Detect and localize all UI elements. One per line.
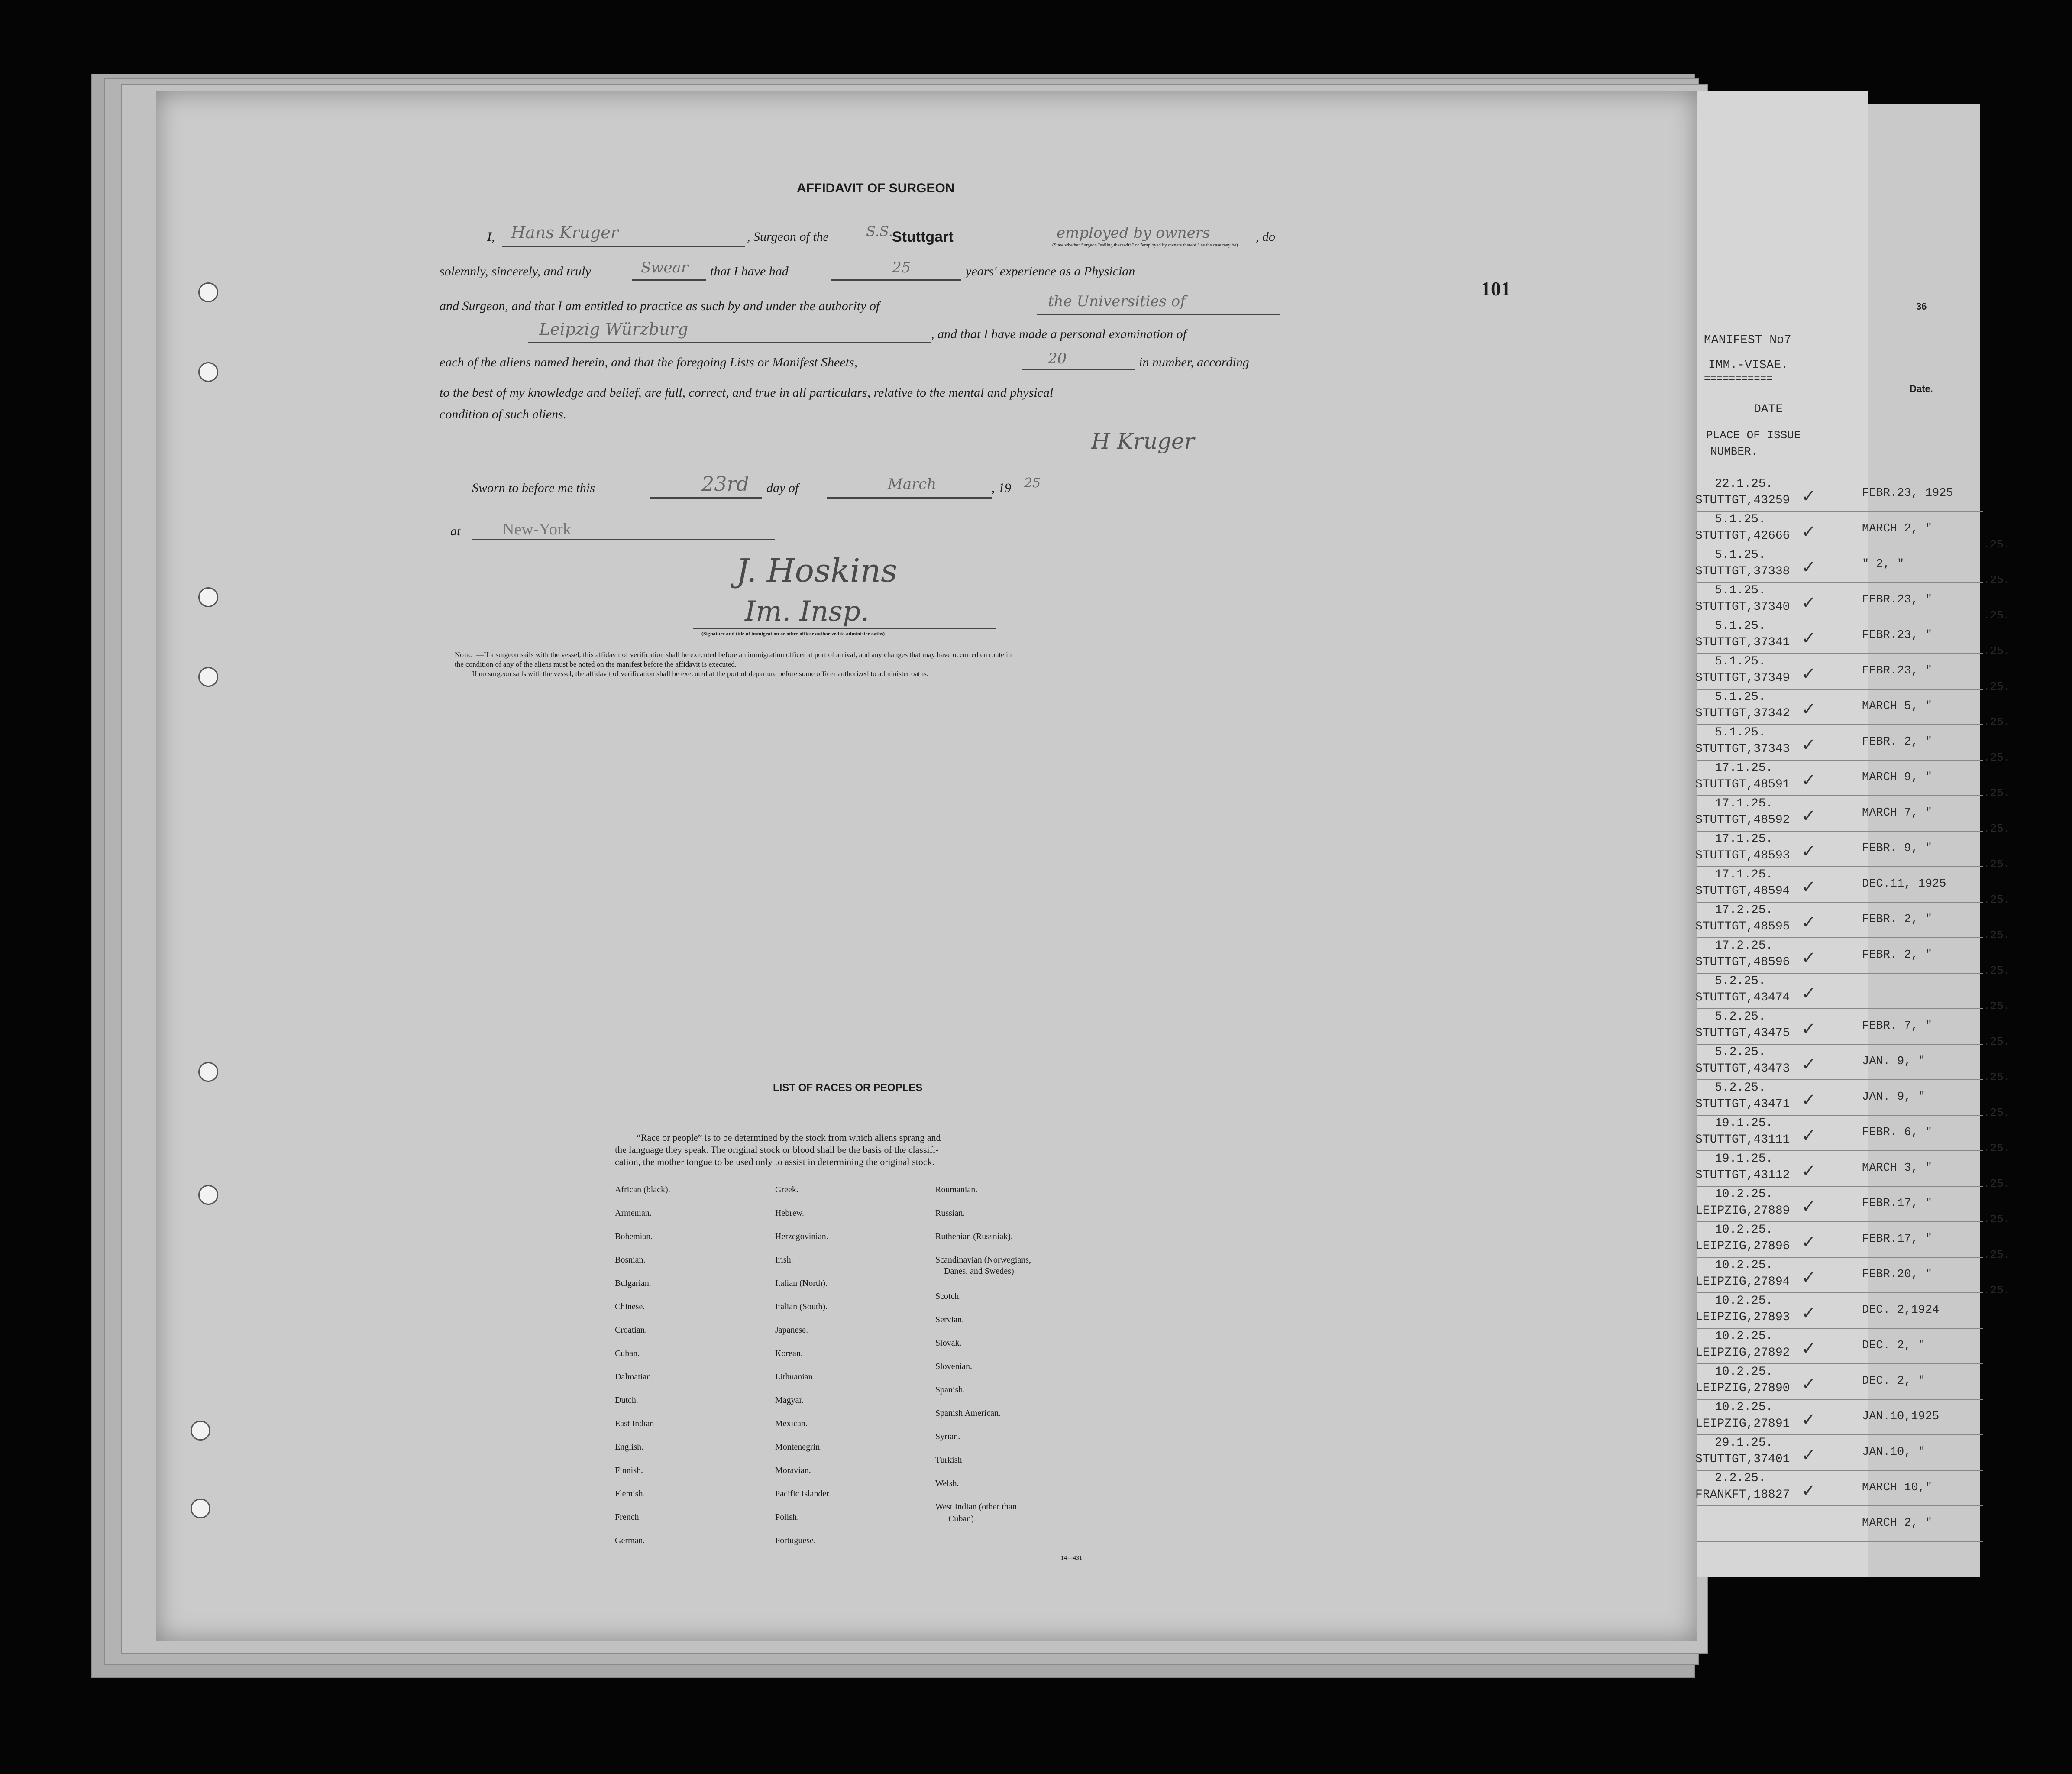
- issue-date: JAN. 9, ": [1862, 1091, 1925, 1104]
- check-mark-icon: ✓: [1801, 1481, 1816, 1500]
- visa-date: 5.1.25.: [1715, 548, 1766, 562]
- row-divider: [1697, 1292, 1983, 1293]
- race-item: Slovak.: [935, 1338, 962, 1348]
- race-item: Cuban).: [948, 1514, 976, 1524]
- affidavit-line5b: in number, according: [1139, 355, 1249, 369]
- punch-hole: [198, 587, 218, 607]
- visa-place-number: LEIPZIG,27892: [1695, 1346, 1790, 1360]
- issue-date: MARCH 2, ": [1862, 522, 1933, 535]
- race-item: Greek.: [775, 1185, 798, 1195]
- race-item: Spanish.: [935, 1385, 965, 1395]
- visa-place-number: STUTTGT,43471: [1695, 1097, 1790, 1111]
- manifest-date-label: DATE: [1754, 403, 1783, 416]
- check-mark-icon: ✓: [1801, 1161, 1816, 1181]
- visa-date: 5.1.25.: [1715, 513, 1766, 526]
- visa-place-number: STUTTGT,37341: [1695, 636, 1790, 649]
- visa-place-number: STUTTGT,43112: [1695, 1169, 1790, 1182]
- swear-line: [632, 279, 706, 281]
- row-divider: [1697, 1470, 1983, 1471]
- race-item: Danes, and Swedes).: [944, 1266, 1016, 1276]
- year-mark: .25.: [1983, 1177, 2011, 1190]
- years-line: [831, 279, 961, 281]
- visa-date: 5.1.25.: [1715, 655, 1766, 668]
- note-label: Note.: [455, 651, 472, 659]
- visa-place-number: LEIPZIG,27894: [1695, 1275, 1790, 1288]
- check-mark-icon: ✓: [1801, 628, 1816, 648]
- manifest-number-label: NUMBER.: [1710, 445, 1758, 458]
- row-divider: [1697, 866, 1983, 867]
- authority-line: [1037, 314, 1280, 315]
- issue-date: FEBR. 2, ": [1862, 735, 1933, 748]
- visa-place-number: STUTTGT,43475: [1695, 1026, 1790, 1040]
- punch-hole: [198, 362, 218, 382]
- row-divider: [1697, 795, 1983, 796]
- check-mark-icon: ✓: [1801, 948, 1816, 968]
- visa-place-number: FRANKFT,18827: [1695, 1488, 1790, 1502]
- row-divider: [1697, 1044, 1983, 1045]
- race-item: German.: [615, 1536, 645, 1545]
- row-divider: [1697, 511, 1983, 512]
- punch-hole: [198, 1185, 218, 1205]
- sheet-count-line: [1022, 369, 1135, 370]
- issue-date: FEBR. 6, ": [1862, 1126, 1933, 1139]
- year-mark: .25.: [1983, 1213, 2011, 1226]
- sheet-count: 20: [1048, 350, 1067, 367]
- issue-date: " 2, ": [1862, 558, 1904, 571]
- do-label: , do: [1256, 230, 1275, 244]
- visa-date: 22.1.25.: [1715, 477, 1773, 491]
- check-mark-icon: ✓: [1801, 984, 1816, 1003]
- manifest-subheader: IMM.-VISAE.: [1708, 359, 1788, 372]
- check-mark-icon: ✓: [1801, 770, 1816, 790]
- affidavit-line2: solemnly, sincerely, and truly: [440, 264, 591, 278]
- visa-place-number: STUTTGT,48591: [1695, 778, 1790, 791]
- surgeon-name-line: [502, 246, 745, 247]
- row-divider: [1697, 689, 1983, 690]
- issue-date: DEC.11, 1925: [1862, 877, 1946, 890]
- visa-place-number: STUTTGT,42666: [1695, 529, 1790, 543]
- row-divider: [1697, 937, 1983, 938]
- manifest-page-col: 36: [1916, 301, 1927, 312]
- check-mark-icon: ✓: [1801, 735, 1816, 754]
- check-mark-icon: ✓: [1801, 664, 1816, 683]
- page-number: 101: [1481, 278, 1511, 300]
- race-item: Montenegrin.: [775, 1442, 822, 1452]
- visa-place-number: STUTTGT,48594: [1695, 884, 1790, 898]
- visa-place-number: STUTTGT,43473: [1695, 1062, 1790, 1075]
- issue-date: FEBR.17, ": [1862, 1197, 1933, 1210]
- issue-date: FEBR. 2, ": [1862, 913, 1933, 926]
- check-mark-icon: ✓: [1801, 1303, 1816, 1323]
- issue-date: JAN. 9, ": [1862, 1055, 1925, 1068]
- affidavit-line2c: years' experience as a Physician: [966, 264, 1135, 278]
- check-mark-icon: ✓: [1801, 1410, 1816, 1429]
- manifest-page-edge: [1858, 104, 1980, 1577]
- visa-date: 10.2.25.: [1715, 1259, 1773, 1272]
- sworn-month: March: [888, 476, 937, 493]
- race-item: Dalmatian.: [615, 1372, 653, 1382]
- issue-date: JAN.10,1925: [1862, 1410, 1939, 1423]
- race-item: Scandinavian (Norwegians,: [935, 1255, 1031, 1265]
- note-line2: the condition of any of the aliens must be noted on the manifest before the affidavit is executed.: [455, 660, 737, 668]
- race-item: Mexican.: [775, 1419, 808, 1428]
- visa-date: 10.2.25.: [1715, 1223, 1773, 1237]
- race-item: Croatian.: [615, 1325, 647, 1335]
- visa-place-number: LEIPZIG,27889: [1695, 1204, 1790, 1217]
- sworn-day-line: [650, 497, 762, 499]
- row-divider: [1697, 760, 1983, 761]
- year-mark: .25.: [1983, 1000, 2011, 1013]
- check-mark-icon: ✓: [1801, 1126, 1816, 1145]
- race-item: Lithuanian.: [775, 1372, 815, 1382]
- surgeon-signature: H Kruger: [1091, 429, 1195, 454]
- at-label: at: [450, 524, 461, 538]
- year-mark: .25.: [1983, 609, 2011, 622]
- races-title: LIST OF RACES OR PEOPLES: [773, 1082, 923, 1094]
- issue-date: MARCH 10,": [1862, 1481, 1933, 1494]
- issue-date: JAN.10, ": [1862, 1446, 1925, 1459]
- race-item: West Indian (other than: [935, 1502, 1017, 1512]
- row-divider: [1697, 724, 1983, 725]
- day-of-label: day of: [766, 481, 799, 495]
- row-divider: [1697, 1328, 1983, 1329]
- check-mark-icon: ✓: [1801, 1268, 1816, 1287]
- issue-date: FEBR. 7, ": [1862, 1020, 1933, 1033]
- issue-date: DEC. 2,1924: [1862, 1304, 1939, 1317]
- race-item: English.: [615, 1442, 644, 1452]
- year-mark: .25.: [1983, 1142, 2011, 1155]
- year-mark: .25.: [1983, 893, 2011, 906]
- employed-by: employed by owners: [1057, 224, 1210, 242]
- issue-date: FEBR.23, ": [1862, 629, 1933, 642]
- visa-date: 5.2.25.: [1715, 1046, 1766, 1059]
- visa-date: 10.2.25.: [1715, 1294, 1773, 1308]
- row-divider: [1697, 1505, 1983, 1506]
- check-mark-icon: ✓: [1801, 1339, 1816, 1358]
- sworn-month-line: [827, 497, 992, 499]
- year-mark: .25.: [1983, 787, 2011, 800]
- race-item: Magyar.: [775, 1395, 804, 1405]
- visa-place-number: STUTTGT,37342: [1695, 707, 1790, 720]
- year-mark: .25.: [1983, 715, 2011, 728]
- visa-date: 19.1.25.: [1715, 1117, 1773, 1130]
- issue-date: DEC. 2, ": [1862, 1339, 1925, 1352]
- visa-place-number: STUTTGT,48595: [1695, 920, 1790, 933]
- years-experience: 25: [892, 259, 911, 276]
- punch-hole: [191, 1499, 210, 1518]
- punch-hole: [198, 667, 218, 687]
- issue-date: FEBR. 2, ": [1862, 949, 1933, 961]
- visa-date: 5.2.25.: [1715, 1010, 1766, 1023]
- race-item: African (black).: [615, 1185, 670, 1195]
- year-mark: .25.: [1983, 1248, 2011, 1261]
- races-intro-2: the language they speak. The original stock or blood shall be the basis of the classifi-: [615, 1144, 939, 1155]
- visa-place-number: STUTTGT,43259: [1695, 494, 1790, 507]
- visa-date: 10.2.25.: [1715, 1188, 1773, 1201]
- issue-date: MARCH 2, ": [1862, 1517, 1933, 1530]
- races-intro-3: cation, the mother tongue to be used only to assist in determining the original stock.: [615, 1156, 935, 1167]
- row-divider: [1697, 1221, 1983, 1222]
- visa-place-number: STUTTGT,37349: [1695, 671, 1790, 685]
- punch-hole: [198, 282, 218, 302]
- race-item: East Indian: [615, 1419, 654, 1428]
- race-item: Korean.: [775, 1349, 803, 1358]
- check-mark-icon: ✓: [1801, 557, 1816, 577]
- authority2-line: [528, 342, 931, 343]
- swear-word: Swear: [641, 259, 689, 276]
- race-item: Dutch.: [615, 1395, 638, 1405]
- year-mark: .25.: [1983, 680, 2011, 693]
- year-mark: .25.: [1983, 1071, 2011, 1084]
- check-mark-icon: ✓: [1801, 842, 1816, 861]
- race-item: Chinese.: [615, 1302, 645, 1311]
- visa-date: 17.1.25.: [1715, 832, 1773, 846]
- row-divider: [1697, 902, 1983, 903]
- visa-date: 10.2.25.: [1715, 1401, 1773, 1414]
- manifest-header: MANIFEST No7: [1704, 333, 1791, 347]
- race-item: Italian (South).: [775, 1302, 828, 1311]
- visa-place-number: STUTTGT,48592: [1695, 813, 1790, 827]
- row-divider: [1697, 1008, 1983, 1009]
- race-item: Russian.: [935, 1208, 965, 1218]
- check-mark-icon: ✓: [1801, 593, 1816, 612]
- visa-place-number: LEIPZIG,27893: [1695, 1311, 1790, 1324]
- year-mark: .25.: [1983, 1106, 2011, 1119]
- affidavit-page: [156, 91, 1697, 1641]
- race-item: Moravian.: [775, 1466, 811, 1475]
- affidavit-line2b: that I have had: [710, 264, 789, 278]
- issue-date: MARCH 9, ": [1862, 771, 1933, 784]
- year-mark: .25.: [1983, 644, 2011, 657]
- visa-place-number: STUTTGT,43111: [1695, 1133, 1790, 1146]
- year-mark: .25.: [1983, 1284, 2011, 1297]
- affidavit-line3: and Surgeon, and that I am entitled to practice as such by and under the authority of: [440, 299, 880, 313]
- race-item: Bulgarian.: [615, 1279, 651, 1288]
- visa-date: 10.2.25.: [1715, 1330, 1773, 1343]
- visa-date: 17.2.25.: [1715, 903, 1773, 917]
- visa-place-number: STUTTGT,37340: [1695, 600, 1790, 614]
- year-mark: .25.: [1983, 573, 2011, 586]
- issue-date: FEBR.20, ": [1862, 1268, 1933, 1281]
- race-item: Syrian.: [935, 1432, 960, 1441]
- year-prefix: , 19: [992, 481, 1011, 495]
- visa-place-number: STUTTGT,37338: [1695, 565, 1790, 578]
- visa-date: 17.1.25.: [1715, 761, 1773, 775]
- manifest-place-label: PLACE OF ISSUE: [1706, 429, 1801, 442]
- year-mark: .25.: [1983, 822, 2011, 835]
- officer-note: (Signature and title of immigration or other officer authorized to administer oaths): [701, 631, 885, 637]
- affidavit-i: I,: [487, 230, 495, 244]
- race-item: Cuban.: [615, 1349, 640, 1358]
- ship-prefix: S.S.: [866, 223, 893, 240]
- race-item: Ruthenian (Russniak).: [935, 1232, 1013, 1241]
- row-divider: [1697, 1363, 1983, 1364]
- issue-date: FEBR.23, 1925: [1862, 487, 1953, 500]
- check-mark-icon: ✓: [1801, 1374, 1816, 1394]
- races-intro-1: “Race or people” is to be determined by the stock from which aliens sprang and: [637, 1132, 941, 1143]
- race-item: Turkish.: [935, 1455, 964, 1465]
- year-suffix: 25: [1024, 476, 1041, 491]
- affidavit-line7: condition of such aliens.: [440, 407, 567, 421]
- race-item: Flemish.: [615, 1489, 645, 1499]
- check-mark-icon: ✓: [1801, 1055, 1816, 1074]
- check-mark-icon: ✓: [1801, 913, 1816, 932]
- race-item: Spanish American.: [935, 1408, 1001, 1418]
- row-divider: [1697, 973, 1983, 974]
- race-item: Herzegovinian.: [775, 1232, 828, 1241]
- visa-date: 5.1.25.: [1715, 619, 1766, 633]
- place-line: [472, 539, 775, 540]
- punch-hole: [191, 1421, 210, 1441]
- visa-date: 5.2.25.: [1715, 1081, 1766, 1094]
- surgeon-name: Hans Kruger: [511, 223, 618, 242]
- row-divider: [1697, 1434, 1983, 1435]
- race-item: Hebrew.: [775, 1208, 805, 1218]
- authority: the Universities of: [1048, 293, 1186, 310]
- row-divider: [1697, 653, 1983, 654]
- visa-date: 17.1.25.: [1715, 868, 1773, 881]
- note-line3: If no surgeon sails with the vessel, the affidavit of verification shall be executed at the port of departure before some officer authorized to administer oaths.: [472, 670, 929, 678]
- race-item: Italian (North).: [775, 1279, 828, 1288]
- row-divider: [1697, 1541, 1983, 1542]
- row-divider: [1697, 1257, 1983, 1258]
- employed-note: (State whether Surgeon "sailing therewith" or "employed by owners thereof," as the case may be): [1052, 243, 1238, 248]
- form-number: 14—431: [1061, 1555, 1082, 1561]
- visa-date: 17.2.25.: [1715, 939, 1773, 952]
- visa-date: 5.1.25.: [1715, 690, 1766, 704]
- authority-continued: Leipzig Würzburg: [539, 320, 689, 339]
- issue-date: FEBR.23, ": [1862, 593, 1933, 606]
- visa-date: 5.1.25.: [1715, 726, 1766, 739]
- affidavit-title: AFFIDAVIT OF SURGEON: [797, 181, 955, 195]
- issue-date: FEBR.23, ": [1862, 664, 1933, 677]
- officer-title: Im. Insp.: [745, 596, 870, 628]
- year-mark: .25.: [1983, 538, 2011, 551]
- check-mark-icon: ✓: [1801, 1445, 1816, 1465]
- race-item: Portuguese.: [775, 1536, 816, 1545]
- check-mark-icon: ✓: [1801, 806, 1816, 825]
- race-item: Bosnian.: [615, 1255, 646, 1265]
- issue-date: DEC. 2, ": [1862, 1375, 1925, 1388]
- note-line1: —If a surgeon sails with the vessel, this affidavit of verification shall be executed before an immigration officer at port of arrival, and any changes that may have occurred en route in: [476, 651, 1012, 659]
- year-mark: .25.: [1983, 964, 2011, 977]
- check-mark-icon: ✓: [1801, 1090, 1816, 1110]
- race-item: Japanese.: [775, 1325, 808, 1335]
- punch-hole: [198, 1062, 218, 1082]
- visa-place-number: STUTTGT,43474: [1695, 991, 1790, 1004]
- check-mark-icon: ✓: [1801, 699, 1816, 719]
- check-mark-icon: ✓: [1801, 1197, 1816, 1216]
- race-item: Polish.: [775, 1512, 799, 1522]
- visa-date: 5.1.25.: [1715, 584, 1766, 597]
- visa-date: 2.2.25.: [1715, 1472, 1766, 1485]
- row-divider: [1697, 1399, 1983, 1400]
- race-item: Finnish.: [615, 1466, 643, 1475]
- check-mark-icon: ✓: [1801, 1232, 1816, 1252]
- visa-date: 17.1.25.: [1715, 797, 1773, 810]
- row-divider: [1697, 582, 1983, 583]
- issue-date: FEBR.17, ": [1862, 1233, 1933, 1246]
- visa-place-number: LEIPZIG,27891: [1695, 1417, 1790, 1431]
- year-mark: .25.: [1983, 751, 2011, 764]
- check-mark-icon: ✓: [1801, 877, 1816, 897]
- visa-date: 5.2.25.: [1715, 974, 1766, 988]
- race-item: Bohemian.: [615, 1232, 653, 1241]
- visa-place-number: STUTTGT,37401: [1695, 1453, 1790, 1466]
- row-divider: [1697, 1150, 1983, 1151]
- visa-date: 10.2.25.: [1715, 1365, 1773, 1379]
- officer-line: [693, 628, 996, 629]
- race-item: Welsh.: [935, 1479, 959, 1488]
- year-mark: .25.: [1983, 929, 2011, 942]
- year-mark: .25.: [1983, 858, 2011, 871]
- affidavit-line6: to the best of my knowledge and belief, are full, correct, and true in all particulars, relative to the mental and physical: [440, 385, 1054, 400]
- manifest-date-col: Date.: [1910, 383, 1933, 394]
- visa-place-number: STUTTGT,48596: [1695, 955, 1790, 969]
- year-mark: .25.: [1983, 1035, 2011, 1048]
- check-mark-icon: ✓: [1801, 1019, 1816, 1039]
- race-item: Roumanian.: [935, 1185, 978, 1195]
- surgeon-of-label: , Surgeon of the: [747, 230, 829, 244]
- affidavit-line4: , and that I have made a personal examination of: [931, 327, 1186, 341]
- issue-date: MARCH 3, ": [1862, 1162, 1933, 1175]
- sworn-day: 23rd: [701, 472, 749, 495]
- race-item: French.: [615, 1512, 641, 1522]
- issue-date: FEBR. 9, ": [1862, 842, 1933, 855]
- race-item: Scotch.: [935, 1292, 961, 1301]
- race-item: Slovenian.: [935, 1362, 972, 1371]
- row-divider: [1697, 1079, 1983, 1080]
- issue-date: MARCH 7, ": [1862, 806, 1933, 819]
- visa-place-number: LEIPZIG,27896: [1695, 1240, 1790, 1253]
- affidavit-line5a: each of the aliens named herein, and that the foregoing Lists or Manifest Sheets,: [440, 355, 858, 369]
- visa-place-number: STUTTGT,37343: [1695, 742, 1790, 756]
- visa-date: 29.1.25.: [1715, 1436, 1773, 1450]
- sworn-label: Sworn to before me this: [472, 481, 595, 495]
- check-mark-icon: ✓: [1801, 486, 1816, 506]
- visa-place-number: STUTTGT,48593: [1695, 849, 1790, 862]
- race-item: Irish.: [775, 1255, 793, 1265]
- manifest-rule: ===========: [1704, 373, 1773, 385]
- row-divider: [1697, 1186, 1983, 1187]
- visa-date: 19.1.25.: [1715, 1152, 1773, 1165]
- row-divider: [1697, 831, 1983, 832]
- race-item: Servian.: [935, 1315, 964, 1324]
- place: New-York: [502, 520, 571, 538]
- issue-date: MARCH 5, ": [1862, 700, 1933, 713]
- ship-name: Stuttgart: [892, 229, 954, 245]
- visa-place-number: LEIPZIG,27890: [1695, 1382, 1790, 1395]
- officer-signature: J. Hoskins: [736, 552, 898, 589]
- row-divider: [1697, 1115, 1983, 1116]
- check-mark-icon: ✓: [1801, 522, 1816, 541]
- race-item: Pacific Islander.: [775, 1489, 831, 1499]
- race-item: Armenian.: [615, 1208, 652, 1218]
